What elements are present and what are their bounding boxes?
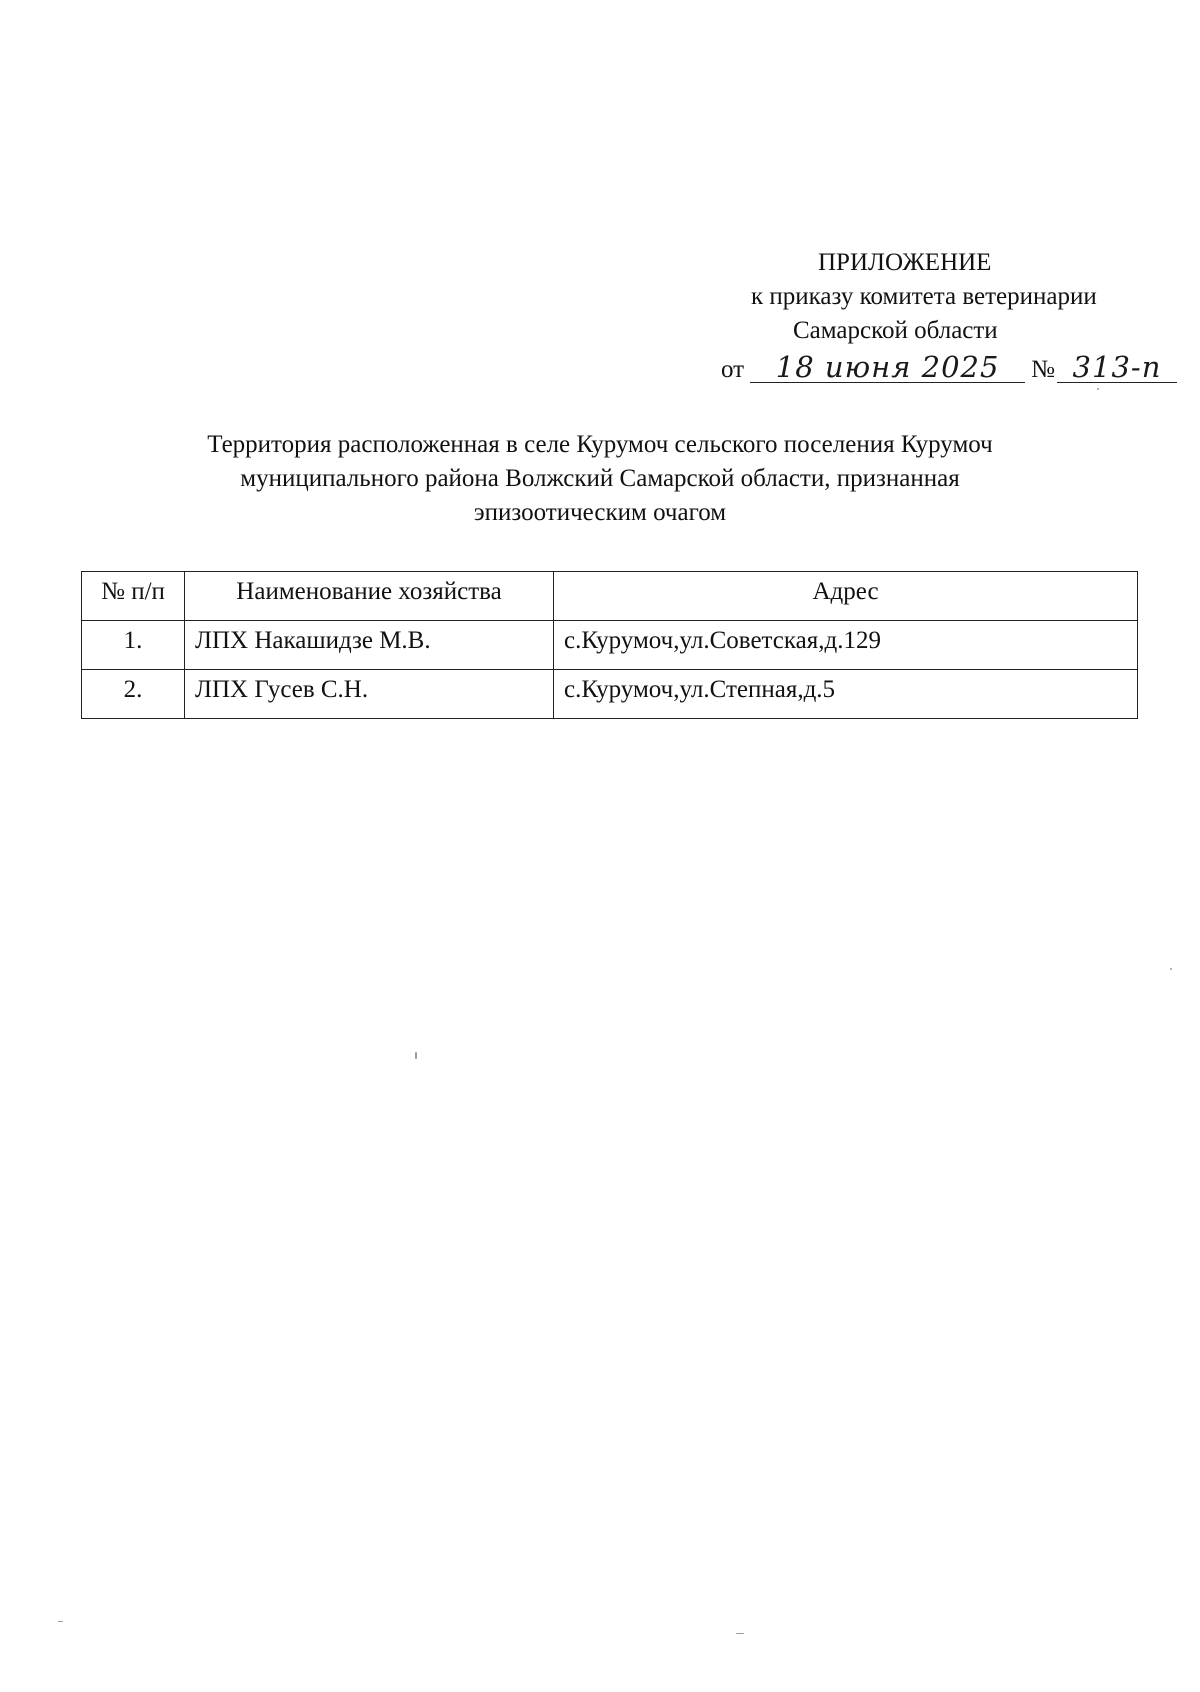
handwritten-date: 18 июня 2025: [750, 352, 1025, 383]
farms-table-container: [81, 571, 1138, 719]
cell-address: с.Курумоч,ул.Степная,д.5: [554, 670, 1138, 719]
order-date-line: [721, 352, 1177, 387]
date-prefix: от: [721, 356, 745, 383]
scan-speck: [736, 1633, 744, 1634]
column-header-address: Адрес: [554, 572, 1138, 621]
number-prefix: №: [1031, 356, 1055, 383]
column-header-farm-name: Наименование хозяйства: [185, 572, 554, 621]
title-line: Территория расположенная в селе Курумоч сельского поселения Курумоч: [207, 431, 993, 458]
cell-number: 1.: [82, 621, 185, 670]
column-header-number: № п/п: [82, 572, 185, 621]
appendix-header: [720, 246, 1180, 348]
handwritten-number: 313-п: [1057, 352, 1177, 383]
cell-farm-name: ЛПХ Накашидзе М.В.: [185, 621, 554, 670]
title-line: муниципального района Волжский Самарской области, признанная: [240, 465, 960, 492]
table-row: [82, 670, 1138, 719]
appendix-region-line: Самарской области: [793, 317, 998, 344]
table-row: [82, 621, 1138, 670]
cell-farm-name: ЛПХ Гусев С.Н.: [185, 670, 554, 719]
table-header-row: [82, 572, 1138, 621]
scan-speck: [1170, 968, 1172, 970]
document-title: [60, 428, 1140, 530]
appendix-order-line: к приказу комитета ветеринарии: [751, 283, 1097, 310]
scan-speck: [58, 1621, 63, 1622]
cell-number: 2.: [82, 670, 185, 719]
scan-speck: [415, 1052, 417, 1059]
farms-table: [81, 571, 1138, 719]
title-line: эпизоотическим очагом: [473, 499, 727, 526]
appendix-title: ПРИЛОЖЕНИЕ: [818, 249, 992, 276]
cell-address: с.Курумоч,ул.Советская,д.129: [554, 621, 1138, 670]
scan-speck: [1097, 388, 1099, 390]
